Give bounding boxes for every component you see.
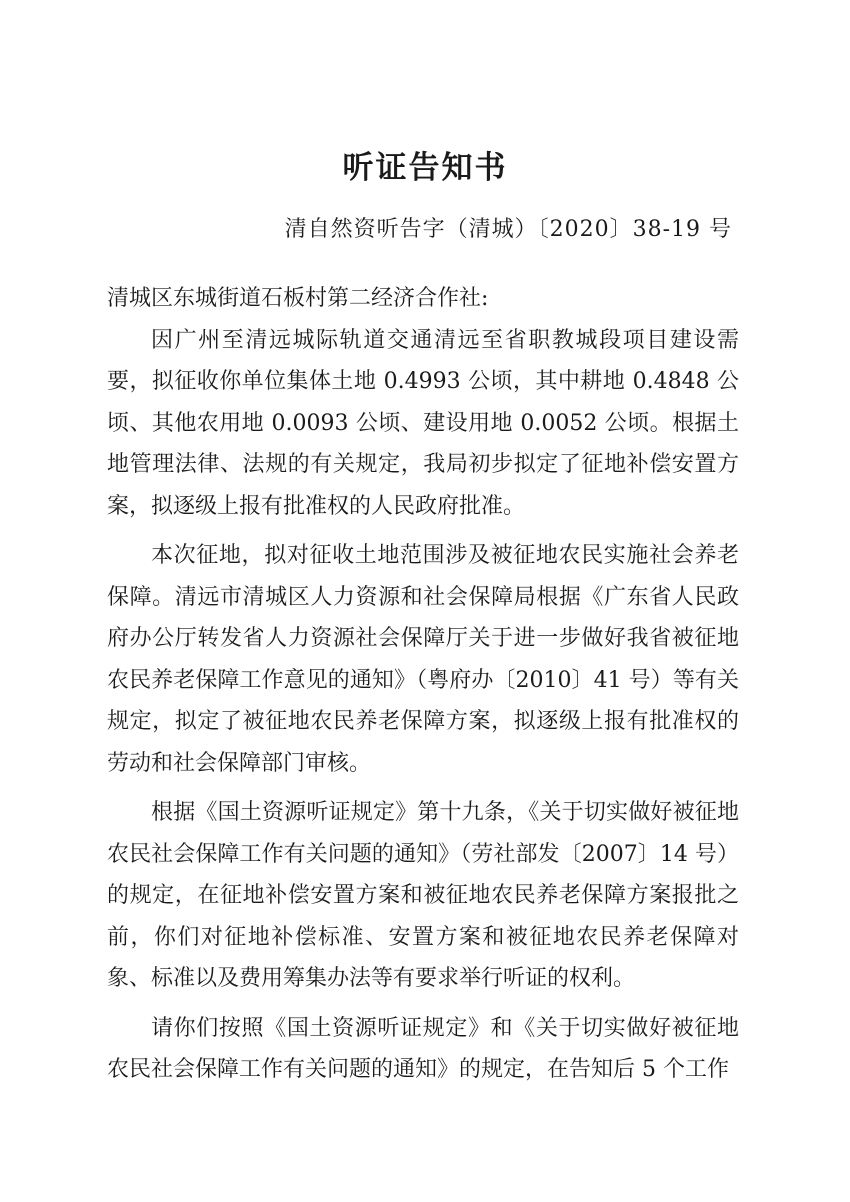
- addressee-line: 清城区东城街道石板村第二经济合作社:: [107, 286, 489, 311]
- document-title: 听证告知书: [342, 150, 508, 186]
- paragraph-3: 根据《国土资源听证规定》第十九条，《关于切实做好被征地农民社会保障工作有关问题的通知》（劳社部发〔2007〕14 号）的规定，在征地补偿安置方案和被征地农民养老保障方案报批之前，你们对征地补偿标准、安置方案和被征地农民养老保障对象、标准以及费用筹集办法等有要求举行听证的权利。: [107, 800, 739, 991]
- document-body: [107, 278, 739, 1091]
- paragraph-2: 本次征地，拟对征收土地范围涉及被征地农民实施社会养老保障。清远市清城区人力资源和社会保障局根据《广东省人民政府办公厅转发省人力资源社会保障厅关于进一步做好我省被征地农民养老保障工作意见的通知》（粤府办〔2010〕41 号）等有关规定，拟定了被征地农民养老保障方案，拟逐级上报有批准权的劳动和社会保障部门审核。: [107, 543, 739, 776]
- document-number: 清自然资听告字（清城）〔2020〕38-19 号: [284, 217, 732, 242]
- paragraph-1: 因广州至清远城际轨道交通清远至省职教城段项目建设需要，拟征收你单位集体土地 0.4993 公顷，其中耕地 0.4848 公顷、其他农用地 0.0093 公顷、建设用地 0.0052 公顷。根据土地管理法律、法规的有关规定，我局初步拟定了征地补偿安置方案，拟逐级上报有批准权的人民政府批准。: [107, 327, 739, 519]
- paragraph-4: 请你们按照《国土资源听证规定》和《关于切实做好被征地农民社会保障工作有关问题的通知》的规定，在告知后 5 个工作: [107, 1015, 739, 1082]
